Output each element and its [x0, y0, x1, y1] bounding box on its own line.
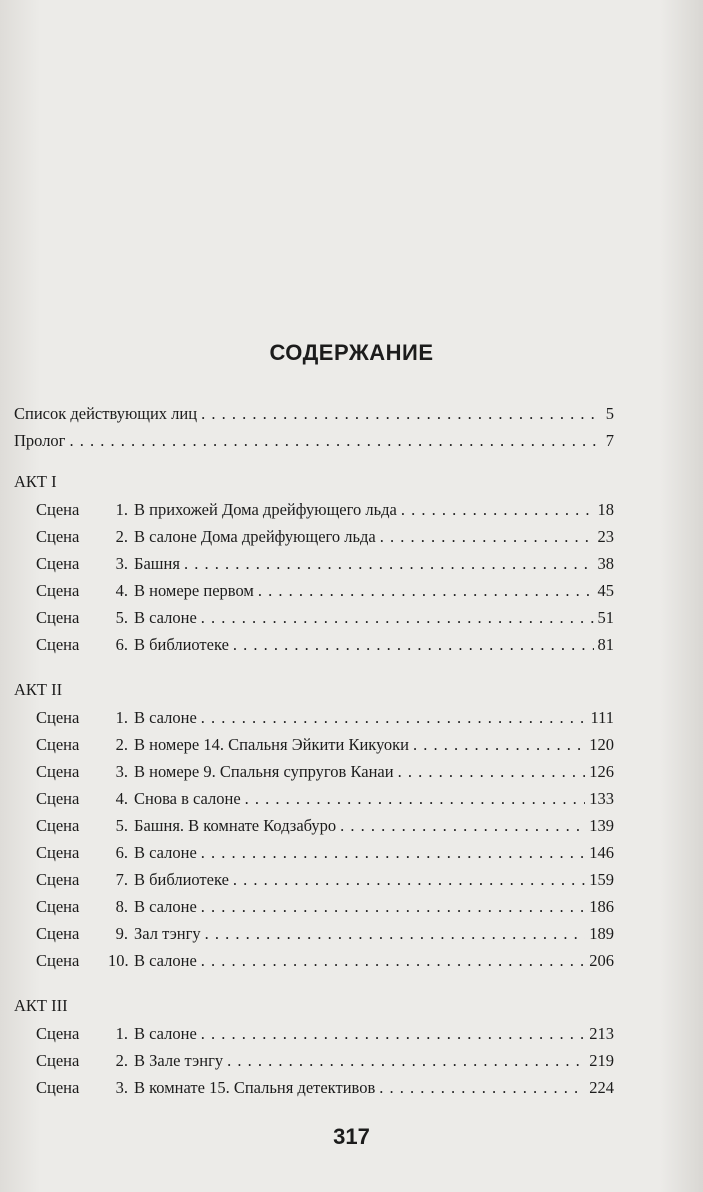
toc-entry[interactable] — [36, 581, 614, 605]
toc-entry[interactable] — [36, 843, 614, 867]
entry-label: Сцена 6. В библиотеке — [36, 635, 229, 654]
entry-label: Сцена 4. В номере первом — [36, 581, 254, 600]
entry-label: Список действующих лиц — [14, 404, 198, 423]
entry-label: Сцена 6. В салоне — [36, 843, 197, 862]
dot-leader — [233, 870, 585, 890]
entry-label: Сцена 2. В номере 14. Спальня Эйкити Кикуоки — [36, 735, 410, 754]
dot-leader — [379, 1078, 585, 1098]
toc-entry[interactable] — [36, 735, 614, 759]
entry-page: 5 — [605, 404, 614, 423]
dot-leader — [205, 924, 586, 944]
entry-label: Сцена 5. Башня. В комнате Кодзабуро — [36, 816, 337, 835]
toc-entry[interactable] — [36, 554, 614, 578]
entry-label: Сцена 4. Снова в салоне — [36, 789, 241, 808]
entry-page: 45 — [597, 581, 614, 600]
toc-entry[interactable] — [36, 1051, 614, 1075]
dot-leader — [401, 500, 594, 520]
toc-entry[interactable] — [36, 870, 614, 894]
entry-page: 146 — [589, 843, 614, 862]
dot-leader — [413, 735, 585, 755]
entry-page: 120 — [589, 735, 614, 754]
entry-label: Сцена 5. В салоне — [36, 608, 197, 627]
page-title: СОДЕРЖАНИЕ — [269, 340, 434, 365]
dot-leader — [201, 897, 585, 917]
dot-leader — [233, 635, 594, 655]
toc-entry[interactable] — [14, 404, 614, 428]
entry-page: 139 — [589, 816, 614, 835]
act-heading: АКТ II — [14, 680, 63, 699]
entry-label: Сцена 10. В салоне — [36, 951, 197, 970]
dot-leader — [201, 608, 594, 628]
toc-entry[interactable] — [36, 789, 614, 813]
entry-label: Сцена 1. В салоне — [36, 1024, 197, 1043]
entry-label: Сцена 3. В комнате 15. Спальня детективов — [36, 1078, 376, 1097]
entry-page: 126 — [589, 762, 614, 781]
entry-page: 51 — [597, 608, 614, 627]
dot-leader — [201, 708, 587, 728]
dot-leader — [258, 581, 594, 601]
toc-entry[interactable] — [36, 608, 614, 632]
dot-leader — [340, 816, 585, 836]
toc-entry[interactable] — [36, 951, 614, 975]
entry-label: Пролог — [14, 431, 66, 450]
entry-page: 189 — [589, 924, 614, 943]
entry-page: 23 — [597, 527, 614, 546]
entry-page: 219 — [589, 1051, 614, 1070]
entry-page: 159 — [589, 870, 614, 889]
toc-entry[interactable] — [36, 816, 614, 840]
toc-entry[interactable] — [14, 431, 614, 455]
toc-entry[interactable] — [36, 897, 614, 921]
toc-entry[interactable] — [36, 1078, 614, 1102]
dot-leader — [69, 431, 601, 451]
dot-leader — [201, 951, 585, 971]
entry-page: 7 — [605, 431, 614, 450]
entry-page: 111 — [590, 708, 614, 727]
entry-page: 224 — [589, 1078, 614, 1097]
dot-leader — [201, 843, 585, 863]
toc-entry[interactable] — [36, 924, 614, 948]
dot-leader — [227, 1051, 585, 1071]
entry-page: 213 — [589, 1024, 614, 1043]
toc-entry[interactable] — [36, 527, 614, 551]
page-number: 317 — [333, 1124, 370, 1149]
entry-page: 18 — [597, 500, 614, 519]
entry-label: Сцена 2. В салоне Дома дрейфующего льда — [36, 527, 376, 546]
entry-label: Сцена 8. В салоне — [36, 897, 197, 916]
toc-entry[interactable] — [36, 708, 614, 732]
entry-label: Сцена 1. В прихожей Дома дрейфующего льда — [36, 500, 397, 519]
entry-page: 133 — [589, 789, 614, 808]
toc-entry[interactable] — [36, 1024, 614, 1048]
entry-page: 186 — [589, 897, 614, 916]
entry-page: 81 — [597, 635, 614, 654]
dot-leader — [398, 762, 586, 782]
act-heading: АКТ I — [14, 472, 57, 491]
dot-leader — [245, 789, 586, 809]
dot-leader — [380, 527, 594, 547]
entry-label: Сцена 9. Зал тэнгу — [36, 924, 201, 943]
toc-entry[interactable] — [36, 635, 614, 659]
entry-page: 206 — [589, 951, 614, 970]
toc-entry[interactable] — [36, 762, 614, 786]
act-heading: АКТ III — [14, 996, 68, 1015]
toc-entry[interactable] — [36, 500, 614, 524]
dot-leader — [201, 1024, 585, 1044]
entry-page: 38 — [597, 554, 614, 573]
entry-label: Сцена 3. Башня — [36, 554, 180, 573]
dot-leader — [201, 404, 602, 424]
entry-label: Сцена 2. В Зале тэнгу — [36, 1051, 224, 1070]
dot-leader — [184, 554, 594, 574]
entry-label: Сцена 1. В салоне — [36, 708, 197, 727]
entry-label: Сцена 3. В номере 9. Спальня супругов Канаи — [36, 762, 394, 781]
entry-label: Сцена 7. В библиотеке — [36, 870, 229, 889]
